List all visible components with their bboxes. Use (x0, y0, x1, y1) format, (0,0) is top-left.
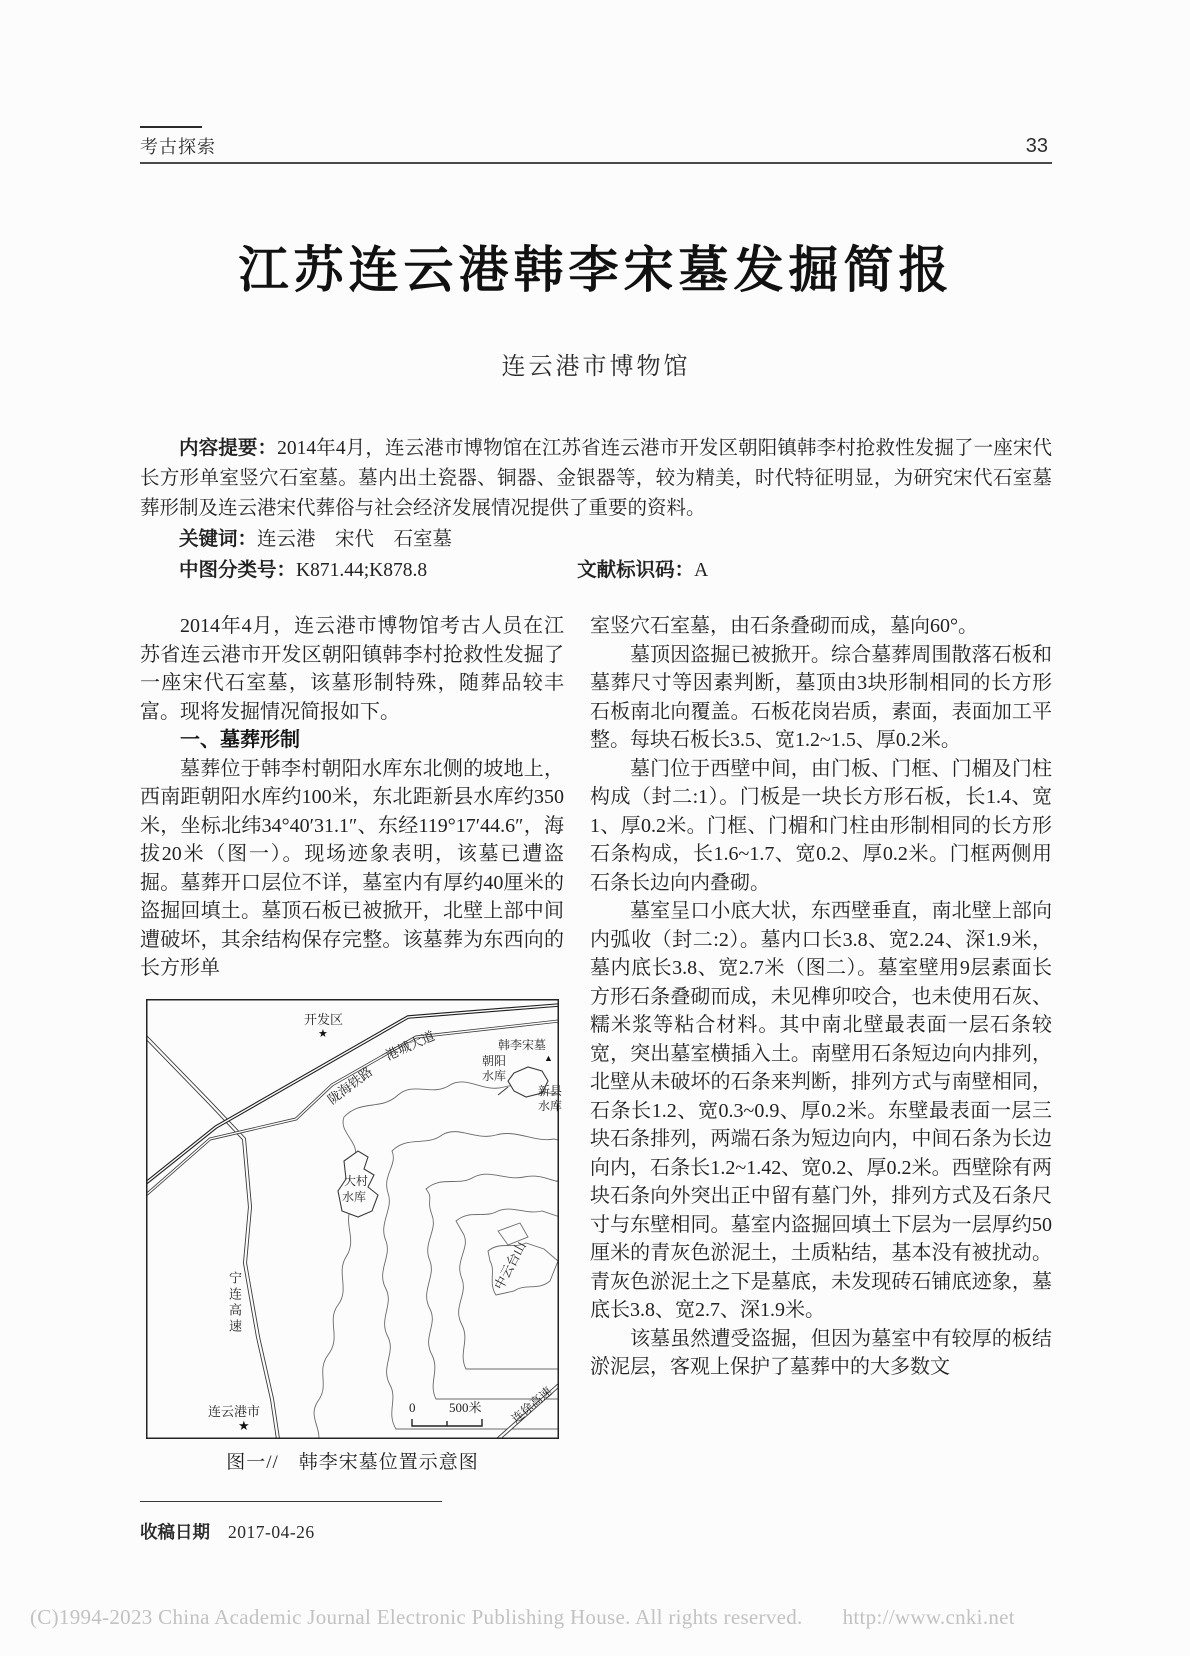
map-label-kaifaqu: 开发区 (304, 1011, 344, 1027)
map-label-xinxian-2: 水库 (538, 1098, 563, 1113)
map-label-chaoyang-2: 水库 (482, 1068, 507, 1083)
page-number: 33 (1025, 135, 1048, 157)
figure-1-location-map (146, 999, 563, 1478)
location-map (146, 999, 563, 1439)
section-heading: 一、墓葬形制 (180, 729, 300, 751)
cnki-url: http://www.cnki.net (842, 1605, 1015, 1629)
doc-code-label: 文献标识码： (577, 559, 695, 581)
clc-value: K871.44;K878.8 (296, 560, 428, 581)
received-date-value: 2017-04-26 (228, 1522, 315, 1542)
clc-label: 中图分类号： (179, 559, 297, 581)
journal-section-title: 考古探索 (140, 137, 216, 157)
body-paragraph: 墓门位于西壁中间，由门板、门框、门楣及门柱构成（封二:1）。门板是一块长方形石板，长1.4、宽1、厚0.2米。门框、门楣和门柱由形制相同的长方形石条构成，长1.6~1.7、宽0.2、厚0.2米。门框两侧用石条长边向内叠砌。 (590, 757, 1052, 894)
received-date-label: 收稿日期 (140, 1522, 210, 1542)
map-label-xinxian-1: 新县 (538, 1083, 563, 1098)
map-label-longhai-railway: 陇海铁路 (324, 1063, 376, 1107)
figure-caption: 图一// 韩李宋墓位置示意图 (226, 1451, 479, 1473)
keywords-line (140, 524, 1052, 555)
abstract-text: 2014年4月，连云港市博物馆在江苏省连云港市开发区朝阳镇韩李村抢救性发掘了一座宋代长方形单室竖穴石室墓。墓内出土瓷器、铜器、金银器等，较为精美，时代特征明显，为研究宋代石室墓葬形制及连云港宋代葬俗与社会经济发展情况提供了重要的资料。 (140, 438, 1052, 519)
reservoir-shapes (338, 1067, 548, 1217)
left-column (140, 612, 564, 1547)
contour-lines (314, 1081, 559, 1438)
article-author: 连云港市博物馆 (501, 354, 691, 380)
map-label-lianxu-expressway: 连徐高速 (508, 1383, 555, 1426)
scale-bar (412, 1419, 482, 1426)
map-label-dacun-1: 大村 (344, 1173, 369, 1188)
two-column-body (140, 612, 1052, 1547)
footnote-block (140, 1501, 564, 1547)
map-label-ninglian-expressway: 宁连高速 (227, 1270, 242, 1335)
triangle-marker-tomb: ▲ (544, 1052, 553, 1063)
map-label-scale-zero: 0 (409, 1399, 416, 1415)
star-marker-lianyungang: ★ (238, 1417, 250, 1433)
map-label-hanli-tomb: 韩李宋墓 (498, 1037, 547, 1052)
article-title: 江苏连云港韩李宋墓发掘简报 (238, 242, 954, 298)
received-date-line (140, 1518, 564, 1547)
footnote-rule (140, 1501, 442, 1502)
page-header (140, 120, 1052, 162)
header-rule (140, 162, 1052, 164)
abstract-block (140, 433, 1052, 586)
copyright-text: (C)1994-2023 China Academic Journal Electronic Publishing House. All rights reserved. (30, 1605, 803, 1629)
abstract-paragraph (140, 433, 1052, 524)
body-paragraph: 墓顶因盗掘已被掀开。综合墓葬周围散落石板和墓葬尺寸等因素判断，墓顶由3块形制相同的长方形石板南北向覆盖。石板花岗岩质，素面，表面加工平整。每块石板长3.5、宽1.2~1.5、厚0.2米。 (590, 643, 1052, 751)
right-column (590, 612, 1052, 1547)
ninglian-expressway-line (146, 1035, 278, 1439)
map-label-dacun-2: 水库 (342, 1189, 367, 1204)
map-label-lianyungang-city: 连云港市 (208, 1403, 261, 1419)
body-paragraph: 该墓虽然遭受盗掘，但因为墓室中有较厚的板结淤泥层，客观上保护了墓葬中的大多数文 (590, 1327, 1052, 1378)
body-paragraph: 墓室呈口小底大状，东西壁垂直，南北壁上部向内弧收（封二:2）。墓内口长3.8、宽2.24、深1.9米，墓内底长3.8、宽2.7米（图二）。墓室壁用9层素面长方形石条叠砌而成，未见榫卯咬合，也未使用石灰、糯米浆等粘合材料。其中南北壁最表面一层石条较宽，突出墓室横插入土。南壁用石条短边向内排列，北壁从未破坏的石条来判断，排列方式与南壁相同，石条长1.2、宽0.3~0.9、厚0.2米。东壁最表面一层三块石条排列，两端石条为短边向内，中间石条为长边向内，石条长1.2~1.42、宽0.2、厚0.2米。西壁除有两块石条向外突出正中留有墓门外，排列方式及石条尺寸与东壁相同。墓室内盗掘回填土下层为一层厚约50厘米的青灰色淤泥土，土质粘结，基本没有被扰动。青灰色淤泥土之下是墓底，未发现砖石铺底迹象，墓底长3.8、宽2.7、深1.9米。 (590, 900, 1052, 1321)
keywords-label: 关键词： (179, 528, 258, 550)
doc-code-value: A (694, 560, 709, 581)
map-label-zhongyuntai-mountain: 中云台山 (491, 1238, 529, 1292)
body-paragraph: 2014年4月，连云港市博物馆考古人员在江苏省连云港市开发区朝阳镇韩李村抢救性发掘了一座宋代石室墓，该墓形制特殊，随葬品较丰富。现将发掘情况简报如下。 (140, 615, 564, 723)
keywords-value: 连云港 宋代 石室墓 (257, 529, 453, 550)
star-marker-kaifaqu: ★ (318, 1027, 328, 1040)
classification-line (140, 555, 1052, 586)
cnki-copyright-line (30, 1605, 1015, 1630)
map-label-scale-500m: 500米 (449, 1399, 482, 1415)
map-label-gangcheng-avenue: 港城大道 (383, 1027, 437, 1063)
body-paragraph: 墓葬位于韩李村朝阳水库东北侧的坡地上，西南距朝阳水库约100米，东北距新县水库约350米，坐标北纬34°40′31.1″、东经119°17′44.6″，海拔20米（图一）。现场迹象表明，该墓已遭盗掘。墓葬开口层位不详，墓室内有厚约40厘米的盗掘回填土。墓顶石板已被掀开，北壁上部中间遭破坏，其余结构保存完整。该墓葬为东西向的长方形单 (140, 757, 564, 979)
section-overline (140, 126, 202, 128)
abstract-label: 内容提要： (179, 437, 278, 459)
map-label-chaoyang-1: 朝阳 (482, 1053, 507, 1068)
body-paragraph: 室竖穴石室墓，由石条叠砌而成，墓向60°。 (590, 615, 978, 637)
